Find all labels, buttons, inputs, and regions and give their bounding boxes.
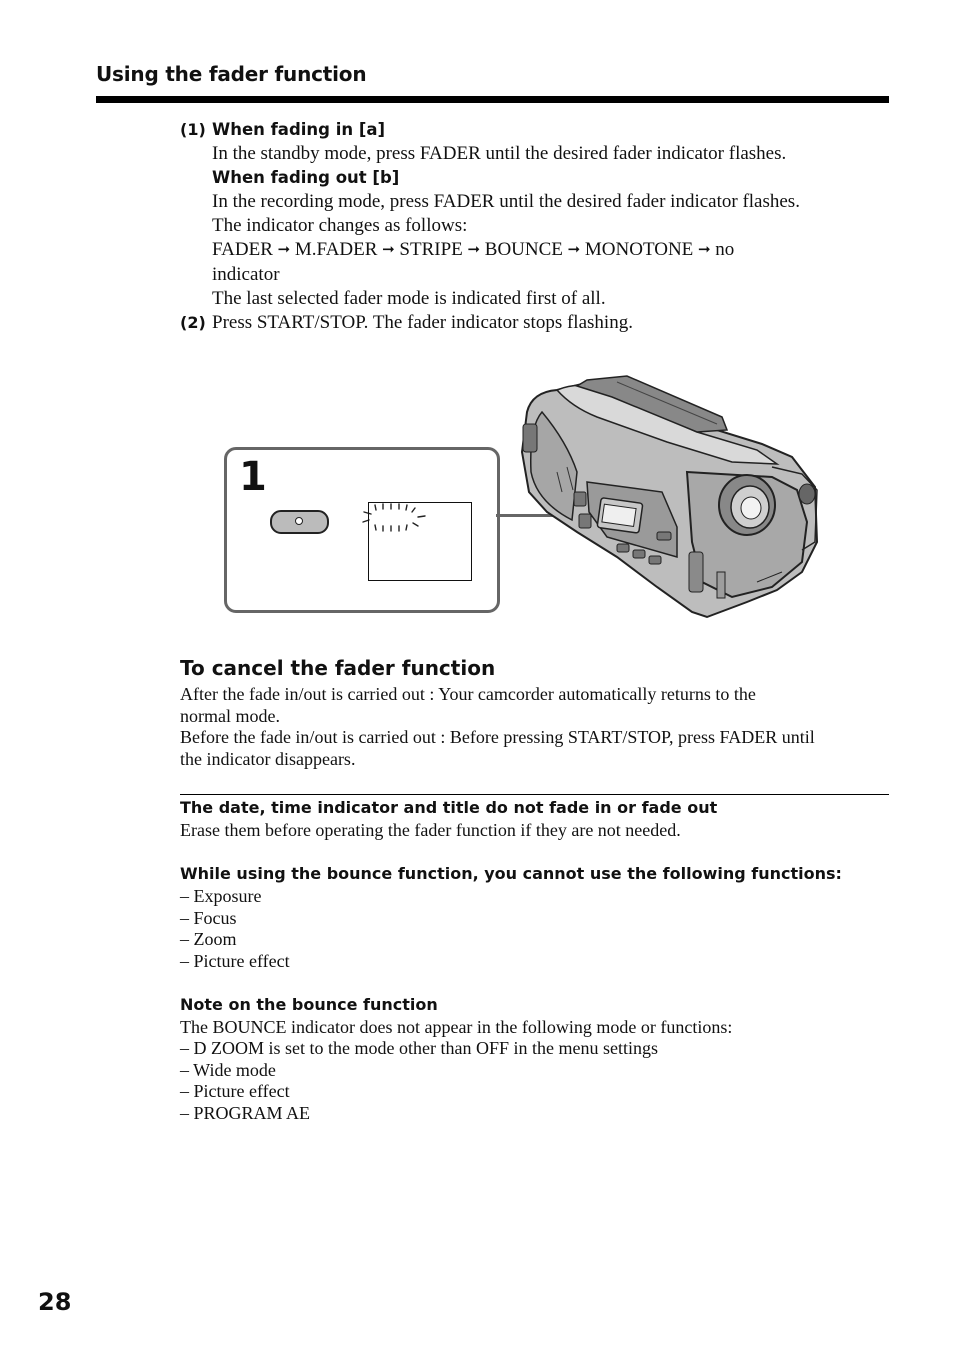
step-1-number: (1) <box>180 120 206 139</box>
cancel-line-2: normal mode. <box>180 706 280 726</box>
camcorder-icon <box>517 372 822 622</box>
sequence-item: BOUNCE <box>484 239 563 260</box>
notes-divider <box>180 794 889 795</box>
step-2-number: (2) <box>180 313 206 332</box>
list-item: – PROGRAM AE <box>180 1103 311 1124</box>
fade-out-text: In the recording mode, press FADER until the desired fader indicator flashes. <box>212 191 800 212</box>
section-title: Using the fader function <box>96 62 367 86</box>
list-item: – Wide mode <box>180 1059 276 1080</box>
arrow-icon: ➞ <box>382 242 395 258</box>
step-2-text: Press START/STOP. The fader indicator stops flashing. <box>212 312 633 333</box>
sequence-item: no <box>715 239 735 260</box>
note-3-list <box>180 1038 658 1125</box>
cancel-line-4: the indicator disappears. <box>180 749 356 769</box>
list-item: – D ZOOM is set to the mode other than OFF in the menu settings <box>180 1038 658 1058</box>
sequence-item: STRIPE <box>399 239 463 260</box>
list-item: – Exposure <box>180 886 262 906</box>
sequence-item: MONOTONE <box>584 239 694 260</box>
callout-panel <box>224 447 500 613</box>
indicator-text: The indicator changes as follows: <box>212 215 468 236</box>
fader-sequence <box>212 238 900 263</box>
arrow-icon: ➞ <box>697 242 711 258</box>
fade-out-label: When fading out [b] <box>212 168 400 187</box>
cancel-line-1: After the fade in/out is carried out : Your camcorder automatically returns to the <box>180 684 756 704</box>
list-item: – Focus <box>180 907 237 928</box>
camcorder-figure <box>222 372 822 622</box>
step-2 <box>180 311 900 335</box>
fader-button <box>270 510 329 534</box>
viewfinder-screen <box>368 502 472 581</box>
title-rule <box>96 96 889 103</box>
list-item: – Picture effect <box>180 1081 290 1102</box>
note-2-list <box>180 886 290 973</box>
arrow-icon: ➞ <box>567 242 581 258</box>
sequence-item: M.FADER <box>294 239 378 260</box>
arrow-icon: ➞ <box>467 242 481 258</box>
sequence-tail: indicator <box>212 264 280 285</box>
arrow-icon: ➞ <box>277 242 291 258</box>
cancel-line-3: Before the fade in/out is carried out : Before pressing START/STOP, press FADER until <box>180 727 815 747</box>
page-number: 28 <box>38 1288 72 1316</box>
step-1 <box>180 118 900 311</box>
note-3-text: The BOUNCE indicator does not appear in the following mode or functions: <box>180 1017 733 1037</box>
note-2-heading: While using the bounce function, you cannot use the following functions: <box>180 864 842 883</box>
sequence-item: FADER <box>212 239 273 260</box>
last-selected-text: The last selected fader mode is indicated first of all. <box>212 288 606 309</box>
note-3-heading: Note on the bounce function <box>180 995 438 1014</box>
cancel-heading: To cancel the fader function <box>180 656 496 680</box>
panel-number: 1 <box>239 454 267 500</box>
fade-in-label: When fading in [a] <box>212 120 386 139</box>
list-item: – Zoom <box>180 929 237 950</box>
button-dot-icon <box>295 517 303 525</box>
list-item: – Picture effect <box>180 951 290 972</box>
note-1-heading: The date, time indicator and title do not fade in or fade out <box>180 798 718 817</box>
fade-in-text: In the standby mode, press FADER until the desired fader indicator flashes. <box>212 143 787 164</box>
steps <box>180 118 900 335</box>
note-1-text: Erase them before operating the fader function if they are not needed. <box>180 820 681 840</box>
